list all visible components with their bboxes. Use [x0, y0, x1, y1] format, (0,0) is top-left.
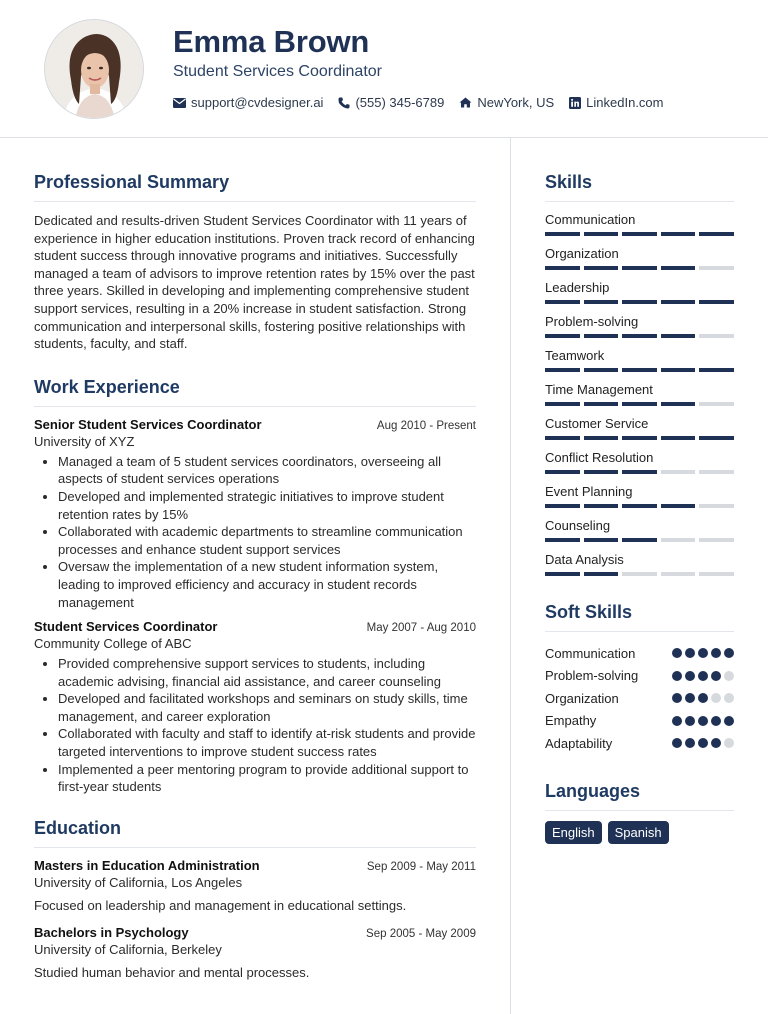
skill-level-segment [545, 266, 580, 270]
skill-level-segment [545, 538, 580, 542]
skill-level-segment [545, 470, 580, 474]
skill-level-segment [699, 300, 734, 304]
skill-level-segment [699, 436, 734, 440]
rating-dot [685, 738, 695, 748]
summary-text: Dedicated and results-driven Student Services Coordinator with 11 years of experience in higher education institutions. Proven track record of enhancing student success through innovative programs and initiatives. Successfully managed a team of advisors to improve retention rates by 15% over the past three years. Skilled in developing and implementing comprehensive student support services, resulting in a 20% increase in student satisfaction. Strong communication and interpersonal skills, fostering positive relationships with students, faculty, and staff. [34, 213, 475, 352]
skill-level-segment [699, 368, 734, 372]
job-bullet: • Developed and implemented strategic initiatives to improve student retention rates by 15% [58, 488, 476, 523]
skill-item [545, 518, 734, 542]
job-entry [34, 417, 476, 611]
skill-level-segment [584, 368, 619, 372]
skill-level-segment [661, 300, 696, 304]
rating-dot [698, 648, 708, 658]
skill-name: Conflict Resolution [545, 450, 654, 465]
rating-dot [672, 671, 682, 681]
degree-dates: Sep 2005 - May 2009 [366, 927, 476, 940]
contact-linkedin[interactable] [569, 95, 663, 110]
skill-level-segment [661, 538, 696, 542]
rating-dot [685, 648, 695, 658]
skill-level-segment [661, 334, 696, 338]
phone-icon [338, 97, 350, 109]
skill-level-segment [622, 572, 657, 576]
language-tag: English [545, 821, 602, 844]
skill-level-bar [545, 538, 734, 542]
skill-item [545, 280, 734, 304]
rating-dot [724, 738, 734, 748]
skill-level-segment [584, 266, 619, 270]
skill-item [545, 450, 734, 474]
skill-level-bar [545, 436, 734, 440]
contact-row [173, 95, 679, 110]
skill-level-segment [545, 504, 580, 508]
work-section [34, 377, 476, 796]
skill-level-segment [622, 504, 657, 508]
candidate-title: Student Services Coordinator [173, 63, 382, 80]
contact-location-text: NewYork, US [477, 95, 555, 110]
degree-title: Bachelors in Psychology [34, 924, 189, 940]
skill-level-bar [545, 334, 734, 338]
soft-skills-section [545, 602, 734, 755]
rating-dot [698, 738, 708, 748]
rating-dot [672, 716, 682, 726]
degree-title: Masters in Education Administration [34, 857, 260, 873]
rating-dot [685, 716, 695, 726]
soft-skill-item [545, 710, 734, 733]
skill-level-segment [545, 300, 580, 304]
skill-level-bar [545, 368, 734, 372]
soft-skill-rating [672, 738, 734, 748]
skill-name: Data Analysis [545, 552, 624, 567]
job-bullet: • Provided comprehensive support services to students, including academic advising, financial aid assistance, and career counseling [58, 655, 476, 690]
job-bullet: • Implemented a peer mentoring program to provide additional support to first-year students [58, 761, 476, 796]
skill-level-segment [545, 368, 580, 372]
skill-level-segment [699, 232, 734, 236]
contact-email-text: support@cvdesigner.ai [191, 95, 324, 110]
skill-level-segment [661, 266, 696, 270]
education-description: Focused on leadership and management in educational settings. [34, 897, 407, 913]
rating-dot [724, 716, 734, 726]
language-tag: Spanish [608, 821, 669, 844]
education-description: Studied human behavior and mental processes. [34, 964, 310, 980]
job-bullets [34, 655, 476, 796]
skill-level-segment [699, 334, 734, 338]
skill-name: Organization [545, 246, 619, 261]
skill-level-segment [661, 402, 696, 406]
languages-heading: Languages [545, 781, 734, 811]
languages-list [545, 821, 734, 844]
rating-dot [711, 738, 721, 748]
skill-level-segment [622, 232, 657, 236]
skill-level-segment [699, 538, 734, 542]
linkedin-icon [569, 97, 581, 109]
rating-dot [711, 693, 721, 703]
skill-item [545, 552, 734, 576]
job-bullet: • Managed a team of 5 student services coordinators, overseeing all aspects of student services operations [58, 453, 476, 488]
education-entry [34, 925, 476, 980]
soft-skill-name: Communication [545, 645, 636, 661]
education-entry [34, 858, 476, 913]
skill-level-segment [584, 436, 619, 440]
skill-name: Time Management [545, 382, 653, 397]
skill-level-segment [584, 504, 619, 508]
soft-skill-item [545, 642, 734, 665]
contact-phone-text: (555) 345-6789 [355, 95, 445, 110]
skill-level-segment [699, 504, 734, 508]
skill-level-segment [545, 572, 580, 576]
job-bullet: • Developed and facilitated workshops and seminars on study skills, time management, and career exploration [58, 690, 476, 725]
contact-phone[interactable] [338, 95, 444, 110]
skill-level-segment [584, 300, 619, 304]
skill-level-segment [661, 368, 696, 372]
soft-skills-list [545, 642, 734, 755]
skill-level-segment [622, 436, 657, 440]
main-column [34, 172, 476, 992]
rating-dot [685, 693, 695, 703]
job-bullet: • Oversaw the implementation of a new student information system, leading to improved efficiency and accuracy in student records management [58, 558, 476, 611]
skill-level-segment [661, 572, 696, 576]
skill-level-segment [584, 334, 619, 338]
skill-level-segment [622, 470, 657, 474]
languages-section [545, 781, 734, 844]
work-heading: Work Experience [34, 377, 476, 407]
skill-name: Leadership [545, 280, 610, 295]
skill-item [545, 484, 734, 508]
education-heading: Education [34, 818, 476, 848]
skill-level-segment [622, 266, 657, 270]
skill-level-segment [584, 538, 619, 542]
skill-level-segment [622, 538, 657, 542]
job-bullets [34, 453, 476, 611]
rating-dot [724, 693, 734, 703]
job-dates: May 2007 - Aug 2010 [366, 622, 476, 635]
skill-level-segment [622, 300, 657, 304]
skill-level-segment [545, 334, 580, 338]
skill-name: Counseling [545, 518, 611, 533]
skill-item [545, 212, 734, 236]
sidebar-column [545, 172, 734, 844]
skill-item [545, 416, 734, 440]
skill-level-segment [584, 402, 619, 406]
soft-skill-rating [672, 716, 734, 726]
rating-dot [698, 671, 708, 681]
job-organization: University of XYZ [34, 433, 135, 449]
school-name: University of California, Los Angeles [34, 874, 243, 890]
soft-skill-rating [672, 671, 734, 681]
skills-heading: Skills [545, 172, 734, 202]
job-organization: Community College of ABC [34, 636, 192, 652]
skill-item [545, 314, 734, 338]
job-bullet: • Collaborated with faculty and staff to identify at-risk students and provide targeted interventions to improve student success rates [58, 725, 476, 760]
rating-dot [698, 693, 708, 703]
rating-dot [685, 671, 695, 681]
skill-level-segment [661, 470, 696, 474]
soft-skill-item [545, 665, 734, 688]
rating-dot [672, 738, 682, 748]
rating-dot [672, 648, 682, 658]
rating-dot [711, 716, 721, 726]
soft-skill-rating [672, 648, 734, 658]
skill-level-bar [545, 232, 734, 236]
candidate-name: Emma Brown [173, 24, 370, 59]
skill-level-segment [699, 402, 734, 406]
skill-level-segment [545, 436, 580, 440]
job-entry [34, 619, 476, 796]
column-divider [510, 138, 511, 1014]
soft-skill-name: Empathy [545, 713, 597, 729]
contact-email[interactable] [173, 95, 323, 110]
skill-level-segment [584, 232, 619, 236]
school-name: University of California, Berkeley [34, 941, 222, 957]
soft-skill-name: Problem-solving [545, 668, 639, 684]
skill-name: Communication [545, 212, 636, 227]
skill-level-segment [622, 368, 657, 372]
skill-level-segment [661, 436, 696, 440]
skill-name: Event Planning [545, 484, 633, 499]
summary-heading: Professional Summary [34, 172, 476, 202]
rating-dot [711, 648, 721, 658]
skill-level-segment [661, 232, 696, 236]
job-dates: Aug 2010 - Present [376, 419, 476, 432]
resume-header [0, 0, 768, 138]
skill-level-segment [584, 470, 619, 474]
skill-level-segment [699, 470, 734, 474]
skill-level-segment [622, 334, 657, 338]
skill-level-segment [584, 572, 619, 576]
education-section [34, 818, 476, 980]
soft-skill-item [545, 687, 734, 710]
rating-dot [698, 716, 708, 726]
soft-skill-name: Organization [545, 690, 619, 706]
rating-dot [724, 671, 734, 681]
job-title: Senior Student Services Coordinator [34, 416, 262, 432]
skill-name: Teamwork [545, 348, 605, 363]
skill-level-segment [622, 402, 657, 406]
skill-level-segment [661, 504, 696, 508]
skill-level-bar [545, 504, 734, 508]
soft-skill-rating [672, 693, 734, 703]
skill-level-bar [545, 572, 734, 576]
rating-dot [711, 671, 721, 681]
skill-level-bar [545, 266, 734, 270]
home-icon [459, 97, 472, 108]
contact-location [459, 95, 554, 110]
job-title: Student Services Coordinator [34, 619, 218, 635]
soft-skill-name: Adaptability [545, 735, 613, 751]
skills-section [545, 172, 734, 576]
degree-dates: Sep 2009 - May 2011 [366, 860, 476, 873]
soft-skill-item [545, 732, 734, 755]
skill-item [545, 382, 734, 406]
envelope-icon [173, 98, 186, 108]
soft-skills-heading: Soft Skills [545, 602, 734, 632]
contact-linkedin-text: LinkedIn.com [586, 95, 664, 110]
skill-item [545, 348, 734, 372]
skill-name: Customer Service [545, 416, 649, 431]
skill-level-segment [699, 572, 734, 576]
summary-section [34, 172, 476, 353]
skill-level-bar [545, 470, 734, 474]
skill-name: Problem-solving [545, 314, 639, 329]
skill-level-segment [545, 232, 580, 236]
rating-dot [724, 648, 734, 658]
job-bullet: • Collaborated with academic departments to streamline communication processes and enhance student support services [58, 523, 476, 558]
skill-level-bar [545, 300, 734, 304]
rating-dot [672, 693, 682, 703]
skill-level-segment [545, 402, 580, 406]
skill-level-bar [545, 402, 734, 406]
skill-item [545, 246, 734, 270]
skills-list [545, 212, 734, 576]
profile-photo [44, 19, 144, 119]
skill-level-segment [699, 266, 734, 270]
